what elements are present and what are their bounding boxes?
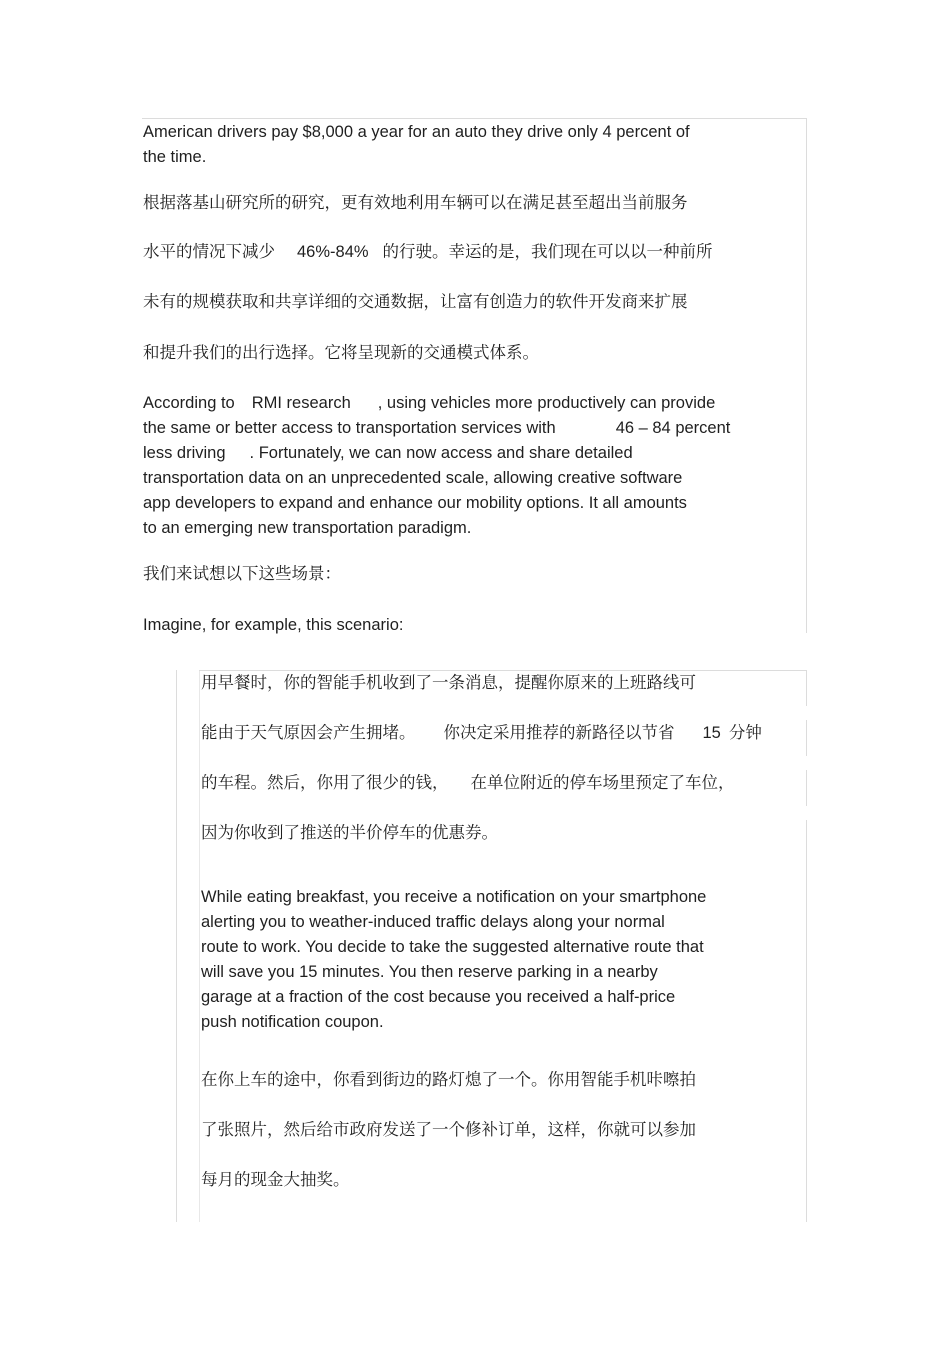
en-para-line-3-a: less driving [143,444,226,462]
scenario2-zh-line-3: 每月的现金大抽奖。 [201,1170,350,1189]
scenario-zh-line-2 [201,723,762,743]
frame-right-line-2b [806,720,807,756]
zh-para-line-4: 和提升我们的出行选择。它将呈现新的交通模式体系。 [143,343,539,362]
en-para-line-4: transportation data on an unprecedented scale, allowing creative software [143,469,683,487]
scenario-zh-line-3 [201,773,735,793]
en-para-line-1 [143,393,715,413]
frame-left-inner-line [199,670,200,1222]
en-para-line-1-a: According to [143,394,235,412]
scenario-zh-line-3-b: 在单位附近的停车场里预定了车位， [470,773,735,792]
scenario-zh-line-2-minutes: 15 [702,724,721,742]
scenario-en-line-2: alerting you to weather-induced traffic delays along your normal [201,913,665,931]
zh-para-line-2-a: 水平的情况下减少 [143,242,275,261]
scenario2-zh-line-1: 在你上车的途中，你看到街边的路灯熄了一个。你用智能手机咔嚓拍 [201,1070,696,1089]
en-para-line-2-percent: 46 – 84 percent [615,419,731,437]
frame-right-line-2d [806,820,807,1222]
en-para-line-5: app developers to expand and enhance our mobility options. It all amounts [143,494,687,512]
scenario-en-line-1: While eating breakfast, you receive a notification on your smartphone [201,888,707,906]
zh-para-line-2 [143,242,713,262]
zh-scenario-line: 我们来试想以下这些场景： [143,564,341,583]
intro-line-2: the time. [143,148,207,166]
intro-line-1: American drivers pay $8,000 a year for an auto they drive only 4 percent of [143,123,690,141]
frame-right-line-2a [806,670,807,706]
en-para-line-1-c: , using vehicles more productively can provide [377,394,716,412]
scenario-zh-line-4: 因为你收到了推送的半价停车的优惠券。 [201,823,498,842]
frame-left-outer-line [176,670,177,1222]
en-para-line-2-a: the same or better access to transportation services with [143,419,556,437]
scenario2-zh-line-2: 了张照片，然后给市政府发送了一个修补订单，这样，你就可以参加 [201,1120,696,1139]
scenario-zh-line-2-a: 能由于天气原因会产生拥堵。 [201,723,416,742]
scenario-en-line-5: garage at a fraction of the cost because you received a half-price [201,988,676,1006]
scenario-zh-line-3-a: 的车程。然后，你用了很少的钱， [201,773,449,792]
en-scenario-line: Imagine, for example, this scenario: [143,616,404,634]
en-para-line-2 [143,418,730,438]
zh-para-line-3: 未有的规模获取和共享详细的交通数据，让富有创造力的软件开发商来扩展 [143,292,688,311]
scenario-zh-line-1: 用早餐时，你的智能手机收到了一条消息，提醒你原来的上班路线可 [201,673,696,692]
rmi-research-link: RMI research [251,394,351,412]
en-para-line-6: to an emerging new transportation paradigm. [143,519,472,537]
en-para-line-3-b: . Fortunately, we can now access and share detailed [249,444,633,462]
zh-para-line-2-percent: 46%-84% [297,243,369,261]
scenario-zh-line-2-b: 你决定采用推荐的新路径以节省 [443,723,675,742]
en-para-line-3 [143,443,633,463]
scenario-zh-line-2-d: 分钟 [728,723,762,742]
scenario-en-line-4: will save you 15 minutes. You then reserve parking in a nearby [201,963,658,981]
scenario-en-line-3: route to work. You decide to take the suggested alternative route that [201,938,704,956]
scenario-en-line-6: push notification coupon. [201,1013,384,1031]
frame-right-line-2c [806,770,807,806]
frame-top-line-2 [199,670,807,671]
zh-para-line-2-c: 的行驶。幸运的是，我们现在可以以一种前所 [382,242,713,261]
frame-right-line-1 [806,118,807,633]
frame-top-line-1 [142,118,807,119]
zh-para-line-1: 根据落基山研究所的研究，更有效地利用车辆可以在满足甚至超出当前服务 [143,193,688,212]
